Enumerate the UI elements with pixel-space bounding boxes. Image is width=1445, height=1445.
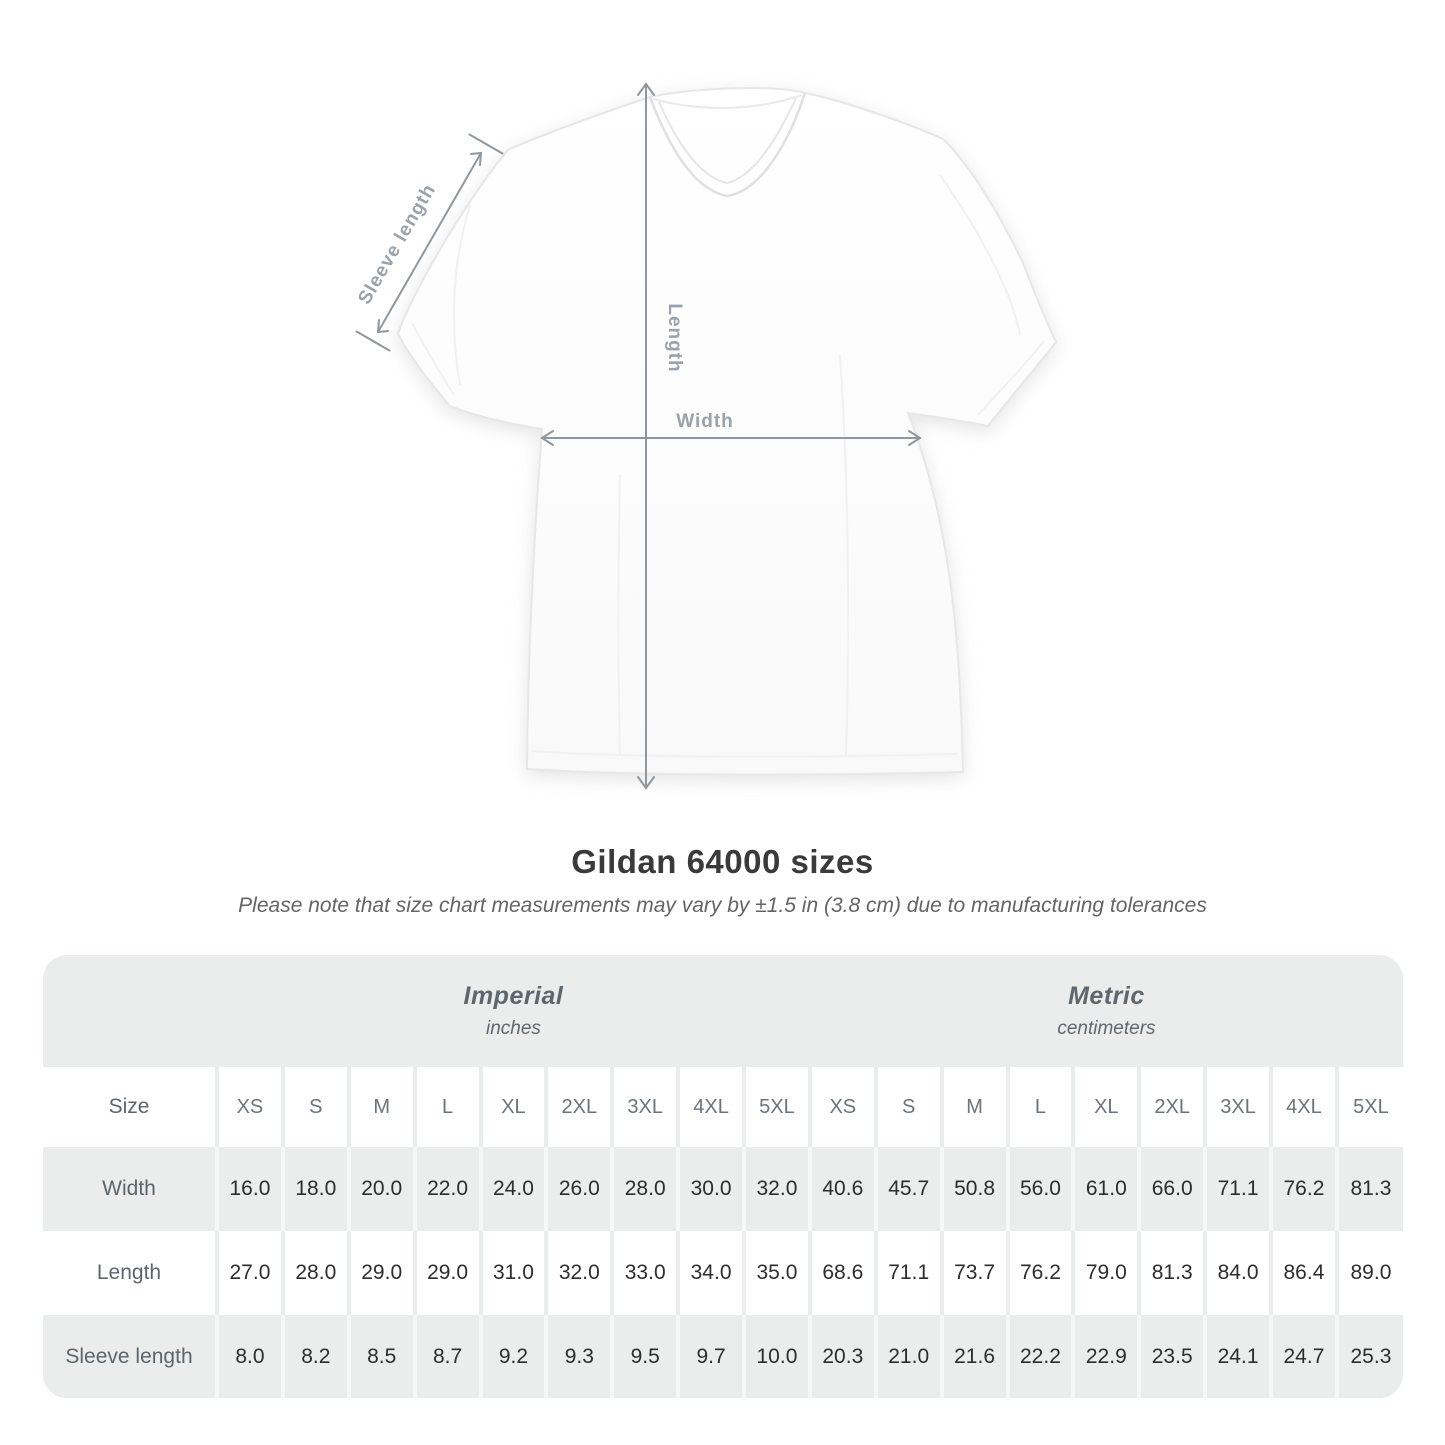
- length-label: Length: [664, 303, 685, 373]
- value-cell: 22.2: [1008, 1315, 1074, 1398]
- value-cell: 89.0: [1337, 1231, 1403, 1315]
- metric-group-header: [810, 955, 1403, 1067]
- value-cell: 66.0: [1139, 1147, 1205, 1231]
- value-cell: 9.5: [612, 1315, 678, 1398]
- tolerance-note: Please note that size chart measurements may vary by ±1.5 in (3.8 cm) due to manufacturing tolerances: [238, 894, 1207, 917]
- value-cell: 25.3: [1337, 1315, 1403, 1398]
- value-cell: 22.0: [415, 1147, 481, 1231]
- size-table-container: [43, 955, 1403, 1398]
- table-row-length: [43, 1231, 1403, 1315]
- width-label: Width: [676, 411, 734, 432]
- value-cell: 71.1: [1205, 1147, 1271, 1231]
- value-cell: 86.4: [1271, 1231, 1337, 1315]
- size-header-metric-xs: XS: [810, 1067, 876, 1147]
- value-cell: 8.0: [217, 1315, 283, 1398]
- metric-unit: centimeters: [1057, 1018, 1156, 1039]
- size-header-imperial-s: S: [283, 1067, 349, 1147]
- unit-group-row: [43, 955, 1403, 1067]
- value-cell: 10.0: [744, 1315, 810, 1398]
- value-cell: 27.0: [217, 1231, 283, 1315]
- value-cell: 28.0: [612, 1147, 678, 1231]
- value-cell: 61.0: [1073, 1147, 1139, 1231]
- size-chart-title: Gildan 64000 sizes: [571, 843, 874, 880]
- value-cell: 73.7: [942, 1231, 1008, 1315]
- value-cell: 8.5: [349, 1315, 415, 1398]
- value-cell: 8.2: [283, 1315, 349, 1398]
- size-table: [43, 955, 1403, 1398]
- value-cell: 23.5: [1139, 1315, 1205, 1398]
- row-label: Width: [43, 1147, 217, 1231]
- table-row-width: [43, 1147, 1403, 1231]
- imperial-label: Imperial: [463, 982, 564, 1010]
- tshirt-diagram: [320, 55, 1100, 845]
- value-cell: 18.0: [283, 1147, 349, 1231]
- size-header-metric-l: L: [1008, 1067, 1074, 1147]
- size-header-imperial-5xl: 5XL: [744, 1067, 810, 1147]
- value-cell: 24.7: [1271, 1315, 1337, 1398]
- size-header-metric-2xl: 2XL: [1139, 1067, 1205, 1147]
- value-cell: 30.0: [678, 1147, 744, 1231]
- value-cell: 76.2: [1008, 1231, 1074, 1315]
- value-cell: 81.3: [1337, 1147, 1403, 1231]
- value-cell: 28.0: [283, 1231, 349, 1315]
- value-cell: 22.9: [1073, 1315, 1139, 1398]
- value-cell: 26.0: [546, 1147, 612, 1231]
- value-cell: 9.7: [678, 1315, 744, 1398]
- value-cell: 24.1: [1205, 1315, 1271, 1398]
- value-cell: 20.3: [810, 1315, 876, 1398]
- table-row-sleeve-length: [43, 1315, 1403, 1398]
- size-header-row: [43, 1067, 1403, 1147]
- row-label: Sleeve length: [43, 1315, 217, 1398]
- size-header-imperial-xs: XS: [217, 1067, 283, 1147]
- size-header-imperial-xl: XL: [481, 1067, 547, 1147]
- size-header-imperial-3xl: 3XL: [612, 1067, 678, 1147]
- size-header-imperial-2xl: 2XL: [546, 1067, 612, 1147]
- value-cell: 16.0: [217, 1147, 283, 1231]
- corner-cell: [43, 955, 217, 1067]
- value-cell: 32.0: [546, 1231, 612, 1315]
- size-header-imperial-l: L: [415, 1067, 481, 1147]
- value-cell: 33.0: [612, 1231, 678, 1315]
- value-cell: 31.0: [481, 1231, 547, 1315]
- value-cell: 20.0: [349, 1147, 415, 1231]
- size-column-header: Size: [43, 1067, 217, 1147]
- value-cell: 76.2: [1271, 1147, 1337, 1231]
- row-label: Length: [43, 1231, 217, 1315]
- size-header-metric-m: M: [942, 1067, 1008, 1147]
- value-cell: 81.3: [1139, 1231, 1205, 1315]
- imperial-unit: inches: [485, 1018, 541, 1039]
- size-header-metric-5xl: 5XL: [1337, 1067, 1403, 1147]
- metric-label: Metric: [1068, 982, 1145, 1010]
- sleeve-length-label: Sleeve length: [354, 180, 441, 309]
- value-cell: 21.0: [876, 1315, 942, 1398]
- value-cell: 9.2: [481, 1315, 547, 1398]
- value-cell: 29.0: [415, 1231, 481, 1315]
- value-cell: 29.0: [349, 1231, 415, 1315]
- value-cell: 9.3: [546, 1315, 612, 1398]
- value-cell: 40.6: [810, 1147, 876, 1231]
- value-cell: 45.7: [876, 1147, 942, 1231]
- size-header-metric-4xl: 4XL: [1271, 1067, 1337, 1147]
- size-header-metric-s: S: [876, 1067, 942, 1147]
- size-header-metric-3xl: 3XL: [1205, 1067, 1271, 1147]
- value-cell: 24.0: [481, 1147, 547, 1231]
- size-header-metric-xl: XL: [1073, 1067, 1139, 1147]
- value-cell: 68.6: [810, 1231, 876, 1315]
- value-cell: 56.0: [1008, 1147, 1074, 1231]
- size-header-imperial-4xl: 4XL: [678, 1067, 744, 1147]
- value-cell: 84.0: [1205, 1231, 1271, 1315]
- size-header-imperial-m: M: [349, 1067, 415, 1147]
- imperial-group-header: [217, 955, 810, 1067]
- value-cell: 21.6: [942, 1315, 1008, 1398]
- value-cell: 71.1: [876, 1231, 942, 1315]
- value-cell: 32.0: [744, 1147, 810, 1231]
- value-cell: 79.0: [1073, 1231, 1139, 1315]
- value-cell: 8.7: [415, 1315, 481, 1398]
- value-cell: 50.8: [942, 1147, 1008, 1231]
- value-cell: 34.0: [678, 1231, 744, 1315]
- value-cell: 35.0: [744, 1231, 810, 1315]
